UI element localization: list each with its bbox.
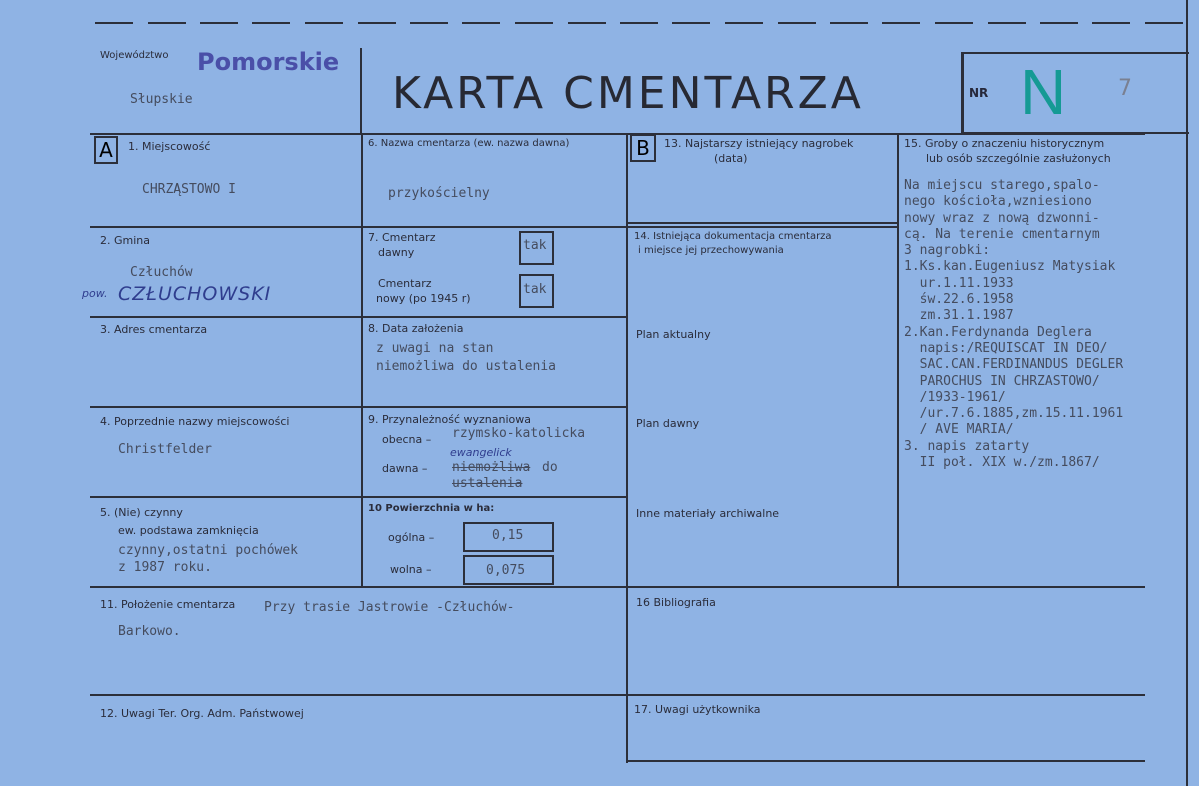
- data-label: 8. Data założenia: [368, 322, 464, 335]
- dawna-struck-2: ustalenia: [452, 476, 523, 491]
- powiat-prefix: pow.: [82, 287, 108, 300]
- top-border-dash: [462, 22, 500, 24]
- cmentarz-dawny-label: 7. Cmentarz: [368, 231, 436, 244]
- poprzednie-value: Christfelder: [118, 442, 212, 457]
- groby-line: 3 nagrobki:: [904, 243, 991, 259]
- nr-pencil: 7: [1118, 76, 1132, 101]
- dawna-value-do: do: [542, 460, 558, 475]
- nr-divider: [963, 52, 964, 132]
- groby-line: 2.Kan.Ferdynanda Deglera: [904, 324, 1092, 340]
- miejscowosc-label: 1. Miejscowość: [128, 140, 211, 153]
- grid-line: [90, 496, 626, 498]
- ogolna-label: ogólna –: [388, 531, 435, 544]
- groby-line: zm.31.1.1987: [904, 308, 1014, 324]
- nazwa-label: 6. Nazwa cmentarza (ew. nazwa dawna): [368, 138, 570, 149]
- adres-label: 3. Adres cmentarza: [100, 323, 208, 336]
- top-border-dash: [515, 22, 553, 24]
- powierzchnia-label: 10 Powierzchnia w ha:: [368, 503, 495, 514]
- top-border-dash: [882, 22, 920, 24]
- gmina-label: 2. Gmina: [100, 234, 150, 247]
- top-border-dash: [620, 22, 658, 24]
- top-border-dash: [95, 22, 133, 24]
- groby-line: II poł. XIX w./zm.1867/: [904, 455, 1100, 471]
- czynny-label-2: ew. podstawa zamknięcia: [118, 524, 259, 537]
- top-border-dash: [1145, 22, 1183, 24]
- cmentarz-nowy-label: Cmentarz: [378, 277, 432, 290]
- top-border-dash: [568, 22, 606, 24]
- grid-line: [90, 694, 1145, 696]
- groby-line: / AVE MARIA/: [904, 422, 1014, 438]
- wojewodztwo-label: Województwo: [100, 50, 169, 61]
- top-border-dash: [988, 22, 1026, 24]
- nr-box: [961, 52, 1189, 134]
- top-border-dash: [200, 22, 238, 24]
- plan-dawny: Plan dawny: [636, 417, 700, 430]
- wojewodztwo-old: Słupskie: [130, 92, 193, 107]
- cmentarz-nowy-value: tak: [523, 282, 547, 297]
- grid-line: [90, 226, 898, 228]
- bibliografia-label: 16 Bibliografia: [636, 596, 716, 609]
- dawna-label: dawna –: [382, 462, 428, 475]
- czynny-value: czynny,ostatni pochówek: [118, 543, 299, 558]
- top-border-dash: [358, 22, 396, 24]
- dokumentacja-label: 14. Istniejąca dokumentacja cmentarza: [634, 231, 832, 242]
- czynny-label: 5. (Nie) czynny: [100, 506, 183, 519]
- nr-value: N: [1020, 56, 1067, 128]
- groby-line: /1933-1961/: [904, 389, 1006, 405]
- groby-line: św.22.6.1958: [904, 292, 1014, 308]
- ogolna-value: 0,15: [492, 528, 524, 543]
- top-border-dash: [252, 22, 290, 24]
- groby-label: 15. Groby o znaczeniu historycznym: [904, 137, 1105, 150]
- top-border-dash: [410, 22, 448, 24]
- najstarszy-label: 13. Najstarszy istniejący nagrobek: [664, 137, 854, 150]
- top-border-dash: [1040, 22, 1078, 24]
- groby-line: Na miejscu starego,spalo-: [904, 178, 1100, 193]
- cmentarz-dawny-label-2: dawny: [378, 246, 415, 259]
- top-border-dash: [935, 22, 973, 24]
- bottom-line: [627, 760, 1145, 762]
- top-border-dash: [148, 22, 186, 24]
- top-border-dash: [1092, 22, 1130, 24]
- polozenie-label: 11. Położenie cmentarza: [100, 598, 236, 611]
- groby-line: nego kościoła,wzniesiono: [904, 194, 1092, 210]
- top-border-dash: [830, 22, 868, 24]
- nr-label: NR: [969, 86, 989, 100]
- grid-line-top: [90, 133, 1145, 135]
- top-border-dash: [672, 22, 710, 24]
- nazwa-value: przykościelny: [388, 186, 490, 201]
- groby-line: napis:/REQUISCAT IN DEO/: [904, 340, 1108, 356]
- dawna-hand: ewangelick: [450, 446, 512, 459]
- obecna-value: rzymsko-katolicka: [452, 426, 586, 441]
- card-title: KARTA CMENTARZA: [392, 68, 864, 119]
- groby-text: [904, 178, 1123, 471]
- groby-label-2: lub osób szczególnie zasłużonych: [926, 152, 1111, 165]
- groby-line: 1.Ks.kan.Eugeniusz Matysiak: [904, 259, 1116, 275]
- header-divider: [360, 48, 362, 134]
- groby-line: 3. napis zatarty: [904, 438, 1030, 454]
- polozenie-value-2: Barkowo.: [118, 624, 181, 639]
- groby-line: PAROCHUS IN CHRZASTOWO/: [904, 373, 1100, 389]
- plan-aktualny: Plan aktualny: [636, 328, 711, 341]
- przynaleznosc-label: 9. Przynależność wyznaniowa: [368, 413, 532, 426]
- top-border-dash: [305, 22, 343, 24]
- miejscowosc-value: CHRZĄSTOWO I: [142, 182, 236, 197]
- grid-line: [90, 586, 1145, 588]
- groby-line: SAC.CAN.FERDINANDUS DEGLER: [904, 357, 1124, 373]
- obecna-label: obecna –: [382, 433, 432, 446]
- dokumentacja-label-2: i miejsce jej przechowywania: [638, 245, 784, 256]
- groby-line: nowy wraz z nową dzwonni-: [904, 210, 1100, 226]
- grid-col: [626, 133, 628, 763]
- cmentarz-dawny-value: tak: [523, 238, 547, 253]
- gmina-value: Człuchów: [130, 265, 193, 280]
- section-a-letter: A: [94, 136, 118, 164]
- poprzednie-label: 4. Poprzednie nazwy miejscowości: [100, 415, 290, 428]
- data-value-2: niemożliwa do ustalenia: [376, 359, 557, 374]
- wolna-value: 0,075: [486, 563, 526, 578]
- czynny-value-2: z 1987 roku.: [118, 560, 212, 575]
- wojewodztwo-stamp: Pomorskie: [197, 48, 340, 76]
- grid-col: [361, 133, 363, 587]
- uwagi-ter-label: 12. Uwagi Ter. Org. Adm. Państwowej: [100, 707, 304, 720]
- grid-line: [90, 316, 626, 318]
- najstarszy-label-2: (data): [714, 152, 748, 165]
- wolna-label: wolna –: [390, 563, 432, 576]
- grid-col: [897, 133, 899, 587]
- inne-materialy: Inne materiały archiwalne: [636, 507, 780, 520]
- groby-line: /ur.7.6.1885,zm.15.11.1961: [904, 406, 1124, 422]
- powiat-value: CZŁUCHOWSKI: [118, 283, 272, 305]
- top-border-dash: [778, 22, 816, 24]
- groby-line: cą. Na terenie cmentarnym: [904, 226, 1100, 242]
- top-border-dash: [725, 22, 763, 24]
- groby-line: ur.1.11.1933: [904, 275, 1014, 291]
- uwagi-uzyt-label: 17. Uwagi użytkownika: [634, 703, 761, 716]
- grid-line: [626, 222, 898, 224]
- polozenie-value: Przy trasie Jastrowie -Człuchów-: [264, 600, 515, 615]
- section-b-letter: B: [630, 134, 656, 162]
- dawna-struck: niemożliwa: [452, 460, 531, 475]
- data-value: z uwagi na stan: [376, 341, 494, 356]
- cmentarz-nowy-label-2: nowy (po 1945 r): [376, 292, 471, 305]
- grid-line: [90, 406, 626, 408]
